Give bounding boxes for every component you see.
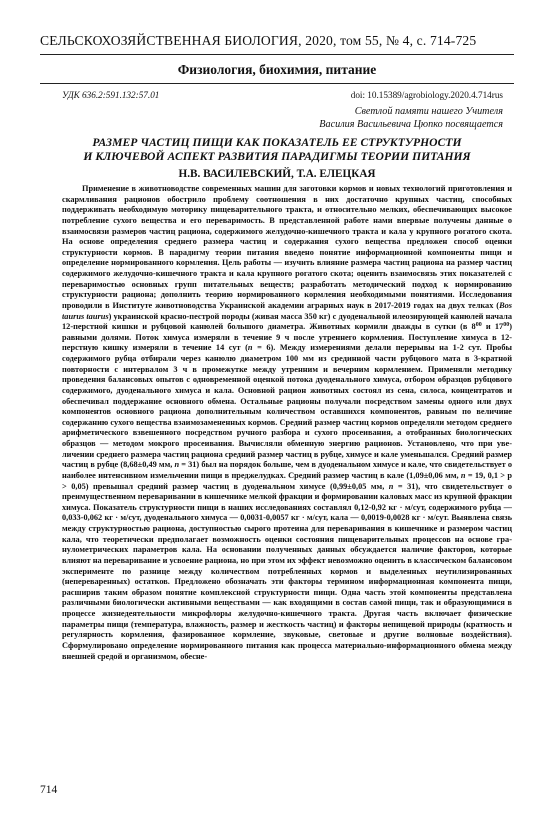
abstract-paragraph [62,184,512,662]
time-superscript: 00 [475,322,482,329]
article-title-line-2: И КЛЮЧЕВОЙ АСПЕКТ РАЗВИТИЯ ПАРАДИГМЫ ТЕОРИИ ПИТАНИЯ [83,150,471,163]
dedication-line-1: Светлой памяти нашего Учителя [354,106,503,117]
n-symbol: n [388,481,394,491]
journal-header: СЕЛЬСКОХОЗЯЙСТВЕННАЯ БИОЛОГИЯ, 2020, том 55, № 4, с. 714-725 [40,33,477,48]
abstract-text: = 31) был на порядок больше, чем в дуоденальном химусе и кале, что свидетельствует о наиболее интенсивном измельчении пищи в преджелудках. Средний размер частиц в кале (1,09±0,06 мм, [62,460,512,480]
doi: doi: 10.15389/agrobiology.2020.4.714rus [350,90,503,100]
n-symbol: n [247,343,253,353]
udk-code: УДК 636.2:591.132:57.01 [62,90,160,100]
n-symbol: n [460,470,466,480]
abstract-text: = 31), что свидетельствует о преимущественном переваривании в кишечнике мелкой фракции и формировании каловых масс из крупной фракции химуса. Показатель структурности пищи в наших исследованиях составлял 0,12-0,92 кг · м/сут, содержимого рубца — 0,033-0,062 кг · м/сут, дуоденального химуса — 0,0031-0,0057 кг · м/сут, кала — 0,0019-0,0028 кг · м/сут. Выявлена связь между структурностью рациона, доступностью сырого протеина для переваривания в кишечнике и размером частиц кала, что теоретически предполагает возможность оценки состояния пищеварительных процессов на основе гранулометрических параметров кала. На основании полученных данных обсуждается наличие факторов, которые влияют на переваривание и усвоение рациона, но при этом их эффект невозможно оценить в классическом балансовом эксперименте по разнице между количеством потребленных кормов и выделенных неутилизированных (непереваренных) остатков. Предложено обозначать эти факторы термином информационная компонента пищи, расширив таким образом понятие комплексной структурности пищи. Одна часть этой компоненты представлена различными биологически активными веществами — как входящими в состав самой пищи, так и образующимися в процессе жизнедеятельности микрофлоры желудочно-кишечного тракта. Другая часть включает физические параметры пищи (температура, влажность, размер и жесткость частиц) и факторы непищевой природы (кратность и регулярность кормления, фазированное кормление, звуковые, световые и другие волновые воздействия). Сформулировано определение нормированного питания как процесса материально-информационного обмена между внешней средой и организмом, обесне- [62,481,513,661]
dedication-line-2: Василия Васильевича Цюпко посвящается [319,119,503,130]
authors: Н.В. ВАСИЛЕВСКИЙ, Т.А. ЕЛЕЦКАЯ [178,168,376,180]
abstract-text: Применение в животноводстве современных машин для заготовки кормов и новых технологий приготовления и скармливания рационов обострило проблему соотношения в них достаточно крупных частиц, способных поддерживать необходимую моторику пищеварительного тракта, и относительно мелких, обеспечивающих высокое потребление сухого вещества и его переваримость. В представленной работе нами впервые получены данные о взаимосвязи размеров частиц рациона, содержимого желудочно-кишечного тракта и кала у крупного рогатого скота. На основе определения среднего размера частиц и содержания сухого вещества предложен способ оценки структурности кормов. В парадигму теории питания введено понятие информационной компоненты пищи и определение нормированного кормления. Цель работы — изучить влияние размера частиц рациона на размер частиц содержимого желудочно-кишечного тракта и кала крупного рогатого скота; оценить взаимосвязь этих показателей с переваримостью основных групп питательных веществ; разработать методический подход к нормированию структурности рациона; дополнить теорию нормированного кормления необходимыми понятиями. Исследования проводили в Институте животноводства Украинской академии аграрных наук в 2017-2019 годах на двух телках ( [62,184,512,310]
abstract-text: = 19, 0,1 > p > 0,05) превышал средний размер частиц в дуоденальном химусе (0,99±0,05 мм, [62,470,512,491]
time-superscript: 00 [503,322,510,329]
abstract-text: ) украинской красно-пестрой породы (живая масса 350 кг) с дуоденальной илеозирующей канюлей начала 12-перстной кишки и рубцовой канюлей большого диаметра. Животных кормили дважды в сутки (в 8 [62,311,512,332]
abstract [62,184,512,662]
section-heading: Физиология, биохимия, питание [177,62,377,77]
section-rule [40,83,514,84]
page-number: 714 [40,784,58,796]
abstract-text: и 17 [481,322,504,332]
abstract-text: ) равными долями. Поток химуса измеряли в течение 9 ч после утреннего кормления. Поступление химуса в 12-перстную кишку измеряли в течение 14 сут ( [62,322,512,353]
article-title-line-1: РАЗМЕР ЧАСТИЦ ПИЩИ КАК ПОКАЗАТЕЛЬ ЕЕ СТРУКТУРНОСТИ [92,136,462,149]
abstract-text: = 6). Между измерениями делали перерывы на 1-2 сут. Пробы содержимого рубца отбирали через канюлю диаметром 100 мм из срединной части рубцового мата в 3-кратной повторности с интервалом 3 ч в промежутке между утренним и вечерним кормлением. Применяли методику проведения балансовых опытов с одновременной оценкой потока дуоденального химуса, отбором образцов рубцового содержимого, дуоденального химуса и кала. Основной рацион животных состоял из сена, силоса, концентратов и обеспечивал поддержание основного обмена. Остальные рационы получали посредством замены одного или двух компонентов основного рациона дополнительным количеством оставшихся компонентов, равным по величине содержанию сухого вещества взаимозамененных кормов. Средний размер частиц кормов определяли методом среднего арифметического взвешенного посредством ручного разбора и сухого просеивания, а отобранных биологических образцов — методом мокрого просеивания. Вычисляли обменную энергию рационов. Установлено, что при увеличении среднего размера частиц рациона средний размер частиц в рубце, химусе и кале уменьшался. Средний размер частиц в рубце (8,68±0,49 мм, [62,343,512,470]
n-symbol: n [174,460,180,470]
species-name: Bos taurus taurus [62,300,512,321]
header-rule [40,54,514,55]
